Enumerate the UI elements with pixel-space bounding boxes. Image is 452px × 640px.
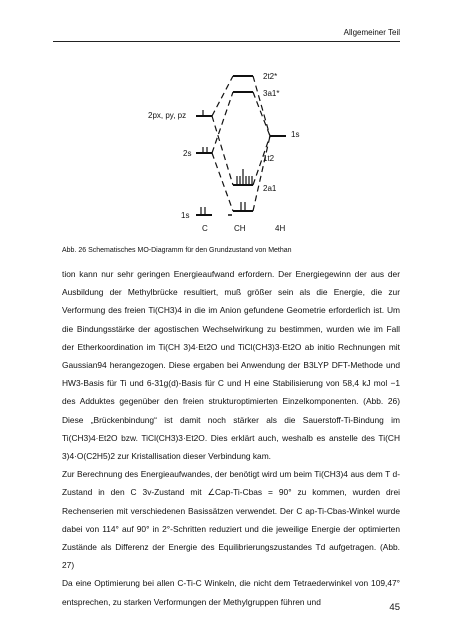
column-4h: 4H bbox=[275, 224, 286, 233]
running-header: Allgemeiner Teil bbox=[343, 28, 400, 37]
correlation-lines bbox=[212, 76, 270, 211]
paragraph: Da eine Optimierung bei allen C-Ti-C Winkeln, die nicht dem Tetraederwinkel von 109,47° entsprechen, zu starken Verformungen der Methylgruppen führen und bbox=[62, 578, 400, 607]
page-number: 45 bbox=[389, 602, 400, 613]
label-3a1: 3a1* bbox=[263, 89, 280, 98]
body-text bbox=[62, 265, 400, 611]
paragraph: tion kann nur sehr geringen Energieaufwand erfordern. Der Energiegewinn der aus der Ausbildung der Methylbrücke resultiert, muß größer sein als die Energie, die zur Verformung des freien Ti(CH3)4 in die im Anion gefundene Geometrie erforderlich ist. Um die Bindungsstärke der agostischen Wechselwirkung zu bestimmen, wurden wie im Fall der Etherkoordination im Ti(CH 3)4·Et2O und TiCl(CH3)3·Et2O ab initio Rechnungen mit Gaussian94 herangezogen. Diese ergaben bei Anwendung der B3LYP DFT-Methode und HW3-Basis für Ti und 6-31g(d)-Basis für C und H eine Stabilisierung von 58,4 kJ mol −1 des Adduktes gegenüber den freien strukturoptimierten Einzelkomponenten. (Abb. 26) Diese „Brückenbindung“ ist damit noch stärker als die Sauerstoff-Ti-Bindung im Ti(CH3)4·Et2O bzw. TiCl(CH3)3·Et2O. Dies erklärt auch, weshalb es anstelle des Ti(CH 3)4·O(C2H5)2 zur Kristallisation dieser Verbindung kam. bbox=[62, 269, 400, 462]
label-1t2: 1t2 bbox=[263, 154, 275, 163]
label-2t2: 2t2* bbox=[263, 72, 278, 81]
figure-caption: Abb. 26 Schematisches MO-Diagramm für den Grundzustand von Methan bbox=[62, 247, 292, 254]
electron-bars bbox=[201, 110, 252, 216]
column-ch: CH bbox=[234, 224, 246, 233]
label-2a1: 2a1 bbox=[263, 184, 277, 193]
paragraph: Zur Berechnung des Energieaufwandes, der benötigt wird um beim Ti(CH3)4 aus dem T d-Zustand in den C 3v-Zustand mit ∠Cap-Ti-Cbas = 90° zu kommen, wurden drei Rechenserien mit verschiedenen Basissätzen verwendet. Der C ap-Ti-Cbas-Winkel wurde dabei von 114° auf 90° in 2°-Schritten reduziert und die jeweilige Energie der optimierten Zustände als Differenz der Energie des Equilibrierungszustandes Td aufgetragen. (Abb. 27) bbox=[62, 469, 400, 571]
label-h-1s: 1s bbox=[291, 130, 300, 139]
label-2p: 2px, py, pz bbox=[148, 111, 187, 120]
label-2s: 2s bbox=[183, 149, 192, 158]
label-c-1s: 1s bbox=[181, 211, 190, 220]
column-c: C bbox=[202, 224, 208, 233]
mo-diagram bbox=[0, 0, 452, 245]
